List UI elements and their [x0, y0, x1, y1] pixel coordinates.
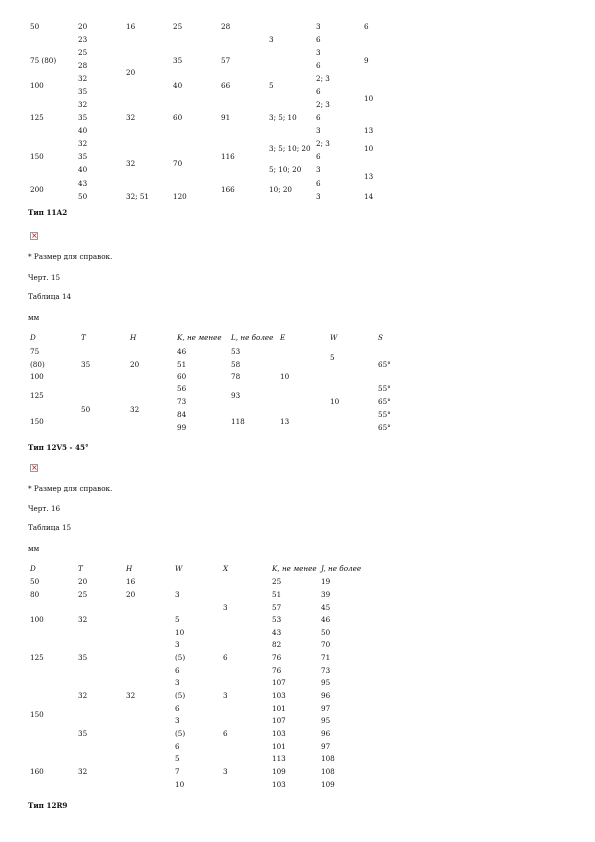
- table-cell: 13: [280, 417, 290, 426]
- table-cell: 40: [78, 165, 88, 174]
- table-cell: 100: [30, 81, 44, 90]
- table-cell: 103: [272, 691, 286, 700]
- table-cell: 35: [173, 56, 183, 65]
- table-cell: 46: [321, 615, 331, 624]
- table-cell: 43: [272, 628, 282, 637]
- table-cell: 113: [272, 754, 286, 763]
- table-cell: 71: [321, 653, 331, 662]
- table-cell: 2; 3: [316, 74, 330, 83]
- table-cell: 55°: [378, 410, 391, 419]
- table-cell: (80): [30, 360, 45, 369]
- table-cell: 3: [223, 767, 228, 776]
- table-cell: 50: [30, 22, 40, 31]
- column-header: H: [126, 564, 133, 573]
- column-header: D: [30, 564, 36, 573]
- table-cell: 125: [30, 653, 44, 662]
- table-cell: 3; 5; 10; 20: [269, 144, 311, 153]
- table-cell: 6: [223, 729, 228, 738]
- table-cell: 32: [78, 74, 88, 83]
- table-cell: 6: [316, 179, 321, 188]
- table-cell: 53: [231, 347, 241, 356]
- table-cell: 3: [316, 22, 321, 31]
- table-cell: 150: [30, 417, 44, 426]
- table-cell: 20: [126, 68, 136, 77]
- table-cell: 84: [177, 410, 187, 419]
- broken-image-icon: [30, 464, 38, 472]
- table-cell: 20: [130, 360, 140, 369]
- table-cell: 3: [223, 691, 228, 700]
- table-cell: 3: [316, 192, 321, 201]
- table-cell: 20: [126, 590, 136, 599]
- table-cell: 10: [330, 397, 340, 406]
- table-cell: 101: [272, 704, 286, 713]
- table-cell: 3: [316, 48, 321, 57]
- table-cell: 97: [321, 704, 331, 713]
- table-cell: 10: [364, 94, 374, 103]
- figure-15-label: Черт. 15: [28, 273, 61, 282]
- table-cell: 9: [364, 56, 369, 65]
- table-cell: 150: [30, 710, 44, 719]
- table-cell: 53: [272, 615, 282, 624]
- table-cell: 73: [177, 397, 187, 406]
- table-cell: 108: [321, 767, 335, 776]
- table-cell: 28: [221, 22, 231, 31]
- table-cell: 28: [78, 61, 88, 70]
- table-cell: 6: [364, 22, 369, 31]
- table-cell: 120: [173, 192, 187, 201]
- table-cell: 50: [30, 577, 40, 586]
- column-header: S: [378, 333, 383, 342]
- table-cell: 57: [221, 56, 231, 65]
- table-cell: 3: [175, 590, 180, 599]
- table-cell: 3: [223, 603, 228, 612]
- table-cell: 32: [78, 615, 88, 624]
- table-cell: 50: [81, 405, 91, 414]
- table-cell: 160: [30, 767, 44, 776]
- table-cell: 3: [175, 678, 180, 687]
- table-cell: 200: [30, 185, 44, 194]
- units-label-1: мм: [28, 313, 40, 322]
- table-cell: 108: [321, 754, 335, 763]
- table-cell: 32; 51: [126, 192, 149, 201]
- table-cell: 3: [175, 716, 180, 725]
- table-cell: 32: [78, 691, 88, 700]
- table-cell: 5: [175, 754, 180, 763]
- table-cell: 6: [223, 653, 228, 662]
- column-header: T: [78, 564, 83, 573]
- table-cell: 118: [231, 417, 245, 426]
- table-cell: 107: [272, 678, 286, 687]
- table-cell: 10: [175, 780, 185, 789]
- table-cell: 75: [30, 347, 40, 356]
- table-cell: 5; 10; 20: [269, 165, 302, 174]
- table-cell: 35: [78, 653, 88, 662]
- table-cell: 51: [177, 360, 187, 369]
- table-cell: 78: [231, 372, 241, 381]
- table-cell: 25: [78, 590, 88, 599]
- table-cell: 5: [269, 81, 274, 90]
- column-header: E: [280, 333, 286, 342]
- table-cell: 6: [175, 666, 180, 675]
- column-header: J, не более: [321, 564, 362, 573]
- table-cell: (5): [175, 653, 186, 662]
- table-cell: 35: [81, 360, 91, 369]
- table-cell: 25: [272, 577, 282, 586]
- table-cell: 32: [78, 139, 88, 148]
- table-cell: 100: [30, 615, 44, 624]
- table-cell: 14: [364, 192, 374, 201]
- table-cell: (5): [175, 729, 186, 738]
- table-cell: 6: [316, 61, 321, 70]
- table-cell: 97: [321, 742, 331, 751]
- column-header: X: [223, 564, 229, 573]
- table-cell: 43: [78, 179, 88, 188]
- figure-16-label: Черт. 16: [28, 504, 61, 513]
- table-cell: 125: [30, 113, 44, 122]
- table-cell: 125: [30, 391, 44, 400]
- type-12v5-caption: Тип 12V5 - 45°: [28, 443, 89, 452]
- table-cell: 65°: [378, 423, 391, 432]
- table-cell: 46: [177, 347, 187, 356]
- table-cell: 2; 3: [316, 139, 330, 148]
- table-cell: 7: [175, 767, 180, 776]
- table-cell: 32: [78, 100, 88, 109]
- column-header: K, не менее: [272, 564, 317, 573]
- table-cell: 45: [321, 603, 331, 612]
- column-header: T: [81, 333, 86, 342]
- column-header: L, не более: [231, 333, 274, 342]
- table-cell: 20: [78, 22, 88, 31]
- table-cell: 3: [316, 165, 321, 174]
- footnote-1: * Размер для справок.: [28, 252, 113, 261]
- table-cell: 2; 3: [316, 100, 330, 109]
- table-cell: 3: [269, 35, 274, 44]
- table-cell: 35: [78, 729, 88, 738]
- table-cell: 25: [78, 48, 88, 57]
- table-cell: 10: [280, 372, 290, 381]
- table-cell: 73: [321, 666, 331, 675]
- table-cell: 16: [126, 577, 136, 586]
- column-header: K, не менее: [177, 333, 222, 342]
- table-cell: 70: [321, 640, 331, 649]
- table-cell: 19: [321, 577, 331, 586]
- table-cell: 40: [173, 81, 183, 90]
- table-cell: 70: [173, 159, 183, 168]
- broken-image-icon: [30, 232, 38, 240]
- table-cell: 56: [177, 384, 187, 393]
- table-cell: 65°: [378, 397, 391, 406]
- table-cell: 93: [231, 391, 241, 400]
- type-12r9-caption: Тип 12R9: [28, 801, 68, 810]
- column-header: D: [30, 333, 36, 342]
- table-cell: 6: [175, 742, 180, 751]
- table-cell: 32: [126, 159, 136, 168]
- table-cell: 13: [364, 126, 374, 135]
- table-cell: 20: [78, 577, 88, 586]
- table-cell: 99: [177, 423, 187, 432]
- table-cell: 96: [321, 729, 331, 738]
- table-cell: 32: [130, 405, 140, 414]
- table-cell: 76: [272, 666, 282, 675]
- table-cell: 166: [221, 185, 235, 194]
- table-cell: 3: [316, 126, 321, 135]
- table-cell: 103: [272, 780, 286, 789]
- column-header: H: [130, 333, 137, 342]
- table-cell: 75 (80): [30, 56, 57, 65]
- table-cell: 10: [175, 628, 185, 637]
- table-cell: 76: [272, 653, 282, 662]
- table-cell: 50: [78, 192, 88, 201]
- table-cell: 116: [221, 152, 235, 161]
- table-cell: 60: [173, 113, 183, 122]
- table-cell: 80: [30, 590, 40, 599]
- table-cell: 60: [177, 372, 187, 381]
- table-cell: 35: [78, 152, 88, 161]
- table-cell: 95: [321, 678, 331, 687]
- table-cell: 107: [272, 716, 286, 725]
- table-cell: 57: [272, 603, 282, 612]
- table-cell: 51: [272, 590, 282, 599]
- table-cell: 5: [175, 615, 180, 624]
- table-cell: 3; 5; 10: [269, 113, 297, 122]
- table-cell: 35: [78, 113, 88, 122]
- table-cell: 16: [126, 22, 136, 31]
- table-cell: 103: [272, 729, 286, 738]
- table-cell: 96: [321, 691, 331, 700]
- table-cell: 10: [364, 144, 374, 153]
- table-cell: 101: [272, 742, 286, 751]
- table-cell: 32: [126, 691, 136, 700]
- table-cell: 40: [78, 126, 88, 135]
- column-header: W: [330, 333, 338, 342]
- table-cell: 39: [321, 590, 331, 599]
- type-11a2-caption: Тип 11А2: [28, 208, 68, 217]
- table-cell: (5): [175, 691, 186, 700]
- table-cell: 6: [316, 152, 321, 161]
- column-header: W: [175, 564, 183, 573]
- table-14-title: Таблица 14: [28, 292, 72, 301]
- table-cell: 32: [126, 113, 136, 122]
- table-cell: 58: [231, 360, 241, 369]
- table-15-title: Таблица 15: [28, 523, 72, 532]
- table-cell: 109: [321, 780, 335, 789]
- table-cell: 6: [175, 704, 180, 713]
- table-cell: 13: [364, 172, 374, 181]
- table-cell: 82: [272, 640, 282, 649]
- table-cell: 32: [78, 767, 88, 776]
- table-cell: 50: [321, 628, 331, 637]
- table-cell: 66: [221, 81, 231, 90]
- table-cell: 6: [316, 35, 321, 44]
- table-cell: 5: [330, 353, 335, 362]
- table-cell: 10; 20: [269, 185, 292, 194]
- table-cell: 23: [78, 35, 88, 44]
- table-cell: 3: [175, 640, 180, 649]
- table-cell: 35: [78, 87, 88, 96]
- table-cell: 6: [316, 87, 321, 96]
- table-cell: 91: [221, 113, 231, 122]
- table-cell: 150: [30, 152, 44, 161]
- units-label-2: мм: [28, 544, 40, 553]
- table-cell: 109: [272, 767, 286, 776]
- table-cell: 6: [316, 113, 321, 122]
- footnote-2: * Размер для справок.: [28, 484, 113, 493]
- table-cell: 95: [321, 716, 331, 725]
- table-cell: 55°: [378, 384, 391, 393]
- table-cell: 100: [30, 372, 44, 381]
- table-cell: 65°: [378, 360, 391, 369]
- table-cell: 25: [173, 22, 183, 31]
